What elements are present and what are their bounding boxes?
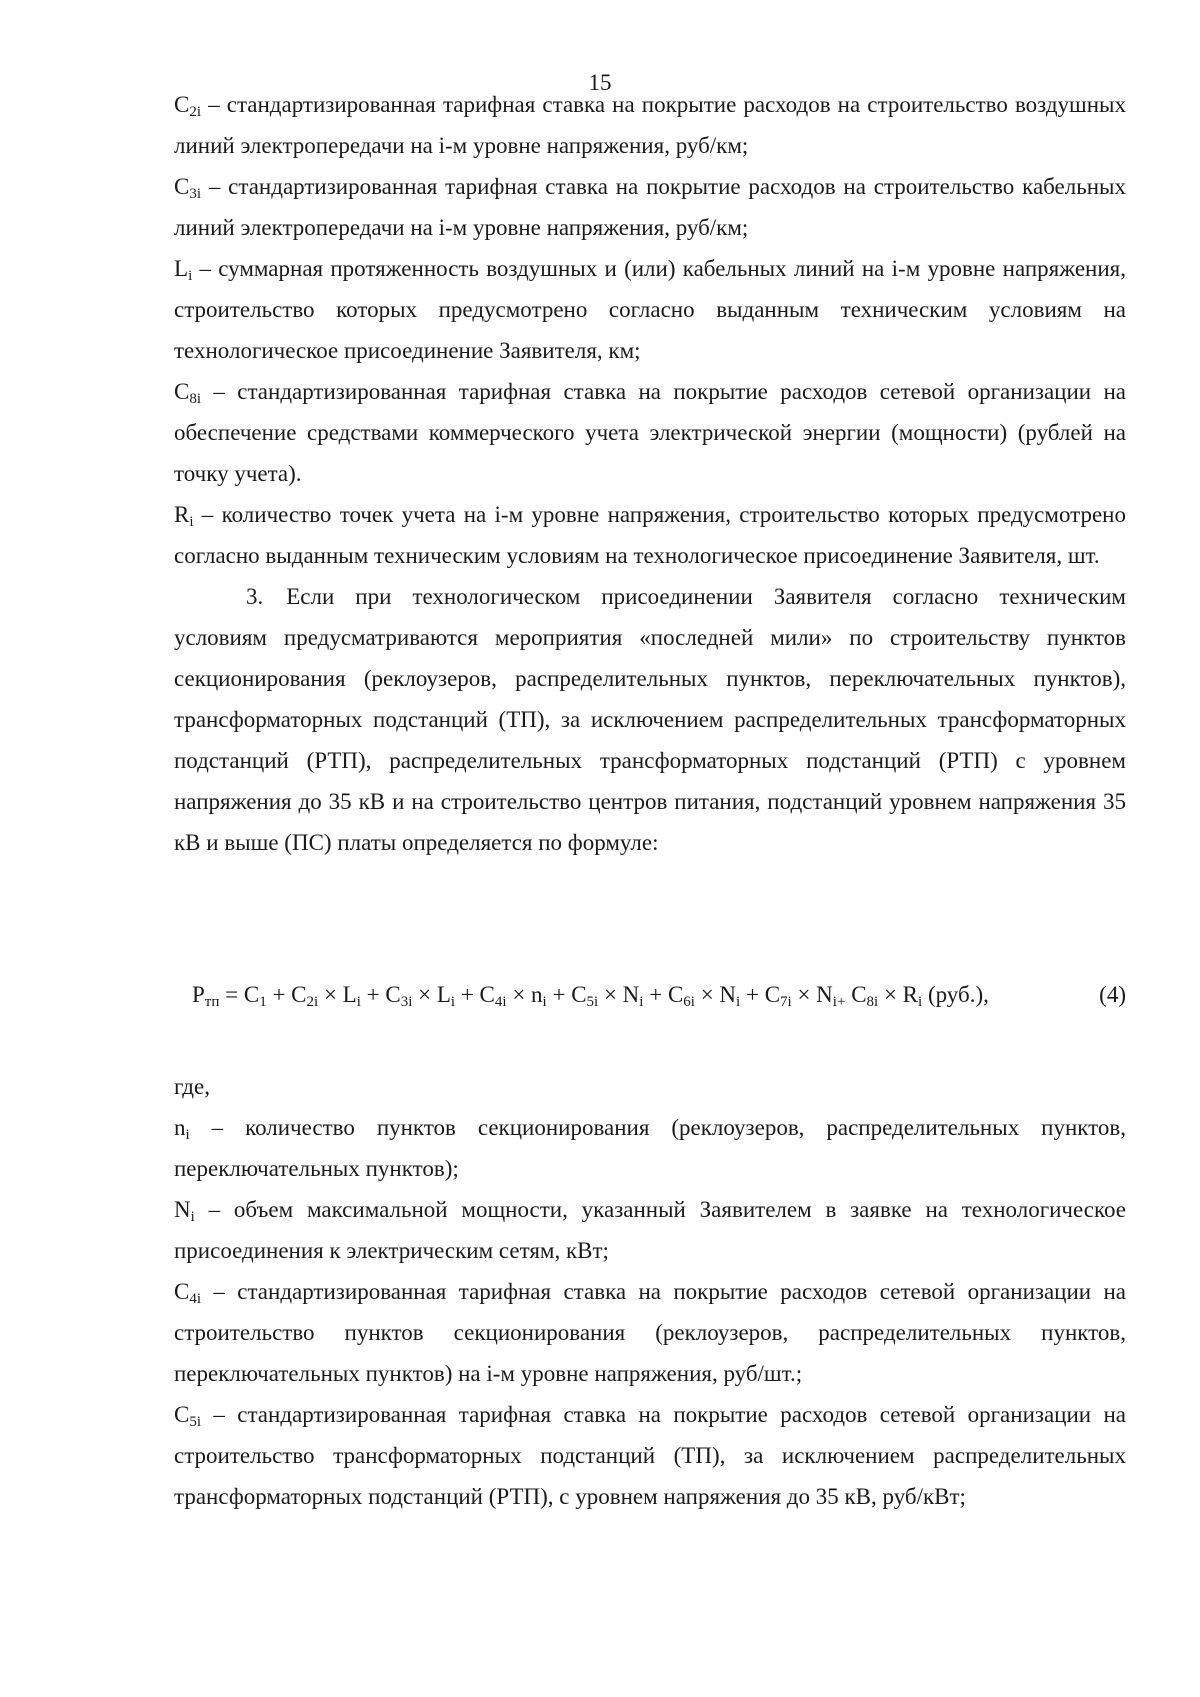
definition-ni: $n_i$ – количество пунктов секционирования (реклоузеров, распределительных пунктов, переключательных пунктов); [174,1115,1126,1181]
definition-c3i: $C_{3i}$ – стандартизированная тарифная ставка на покрытие расходов на строительство кабельных линий электропередачи на i-м уровне напряжения, руб/км; [174,174,1126,240]
definition-c4i: $C_{4i}$ – стандартизированная тарифная ставка на покрытие расходов сетевой организации на строительство пунктов секционирования (реклоузеров, распределительных пунктов, переключательных пунктов) на i-м уровне напряжения, руб/шт.; [174,1279,1126,1386]
formula-expression: $P_{тп} = C_1 + C_{2i} \times L_i + C_{3i} \times L_i + C_{4i} \times n_i + C_{5i} \times N_i + C_{6i} \times N_i + C_{7i} \times N_{i+}$ $C_{8i} \times R_i$ (руб.), [192,982,989,1010]
definition-ri: $R_i$ – количество точек учета на i-м уровне напряжения, строительство которых предусмотрено согласно выданным техническим условиям на технологическое присоединение Заявителя, шт. [174,502,1126,568]
definition-c8i: $C_{8i}$ – стандартизированная тарифная ставка на покрытие расходов сетевой организации на обеспечение средствами коммерческого учета электрической энергии (мощности) (рублей на точку учета). [174,379,1126,486]
definition-Ni: $N_i$ – объем максимальной мощности, указанный Заявителем в заявке на технологическое присоединения к электрическим сетям, кВт; [174,1197,1126,1263]
definition-li: $L_i$ – суммарная протяженность воздушных и (или) кабельных линий на i-м уровне напряжения, строительство которых предусмотрено согласно выданным техническим условиям на технологическое присоединение Заявителя, км; [174,256,1126,363]
formula-number: (4) [1099,982,1126,1007]
formula-4 [192,982,1126,1018]
where-label: где, [174,1074,210,1099]
definitions-top [174,84,1126,863]
definitions-bottom [174,1066,1126,1517]
definition-c2i: $C_{2i}$ – стандартизированная тарифная ставка на покрытие расходов на строительство воздушных линий электропередачи на i-м уровне напряжения, руб/км; [174,92,1126,158]
definition-c5i: $C_{5i}$ – стандартизированная тарифная ставка на покрытие расходов сетевой организации на строительство трансформаторных подстанций (ТП), за исключением распределительных трансформаторных подстанций (РТП), с уровнем напряжения до 35 кВ, руб/кВт; [174,1402,1126,1509]
page-number: 15 [588,70,612,95]
paragraph-3: 3. Если при технологическом присоединении Заявителя согласно техническим условиям предусматриваются мероприятия «последней мили» по строительству пунктов секционирования (реклоузеров, распределительных пунктов, переключательных пунктов), трансформаторных подстанций (ТП), за исключением распределительных трансформаторных подстанций (РТП), распределительных трансформаторных подстанций (РТП) с уровнем напряжения до 35 кВ и на строительство центров питания, подстанций уровнем напряжения 35 кВ и выше (ПС) платы определяется по формуле: [174,584,1126,855]
